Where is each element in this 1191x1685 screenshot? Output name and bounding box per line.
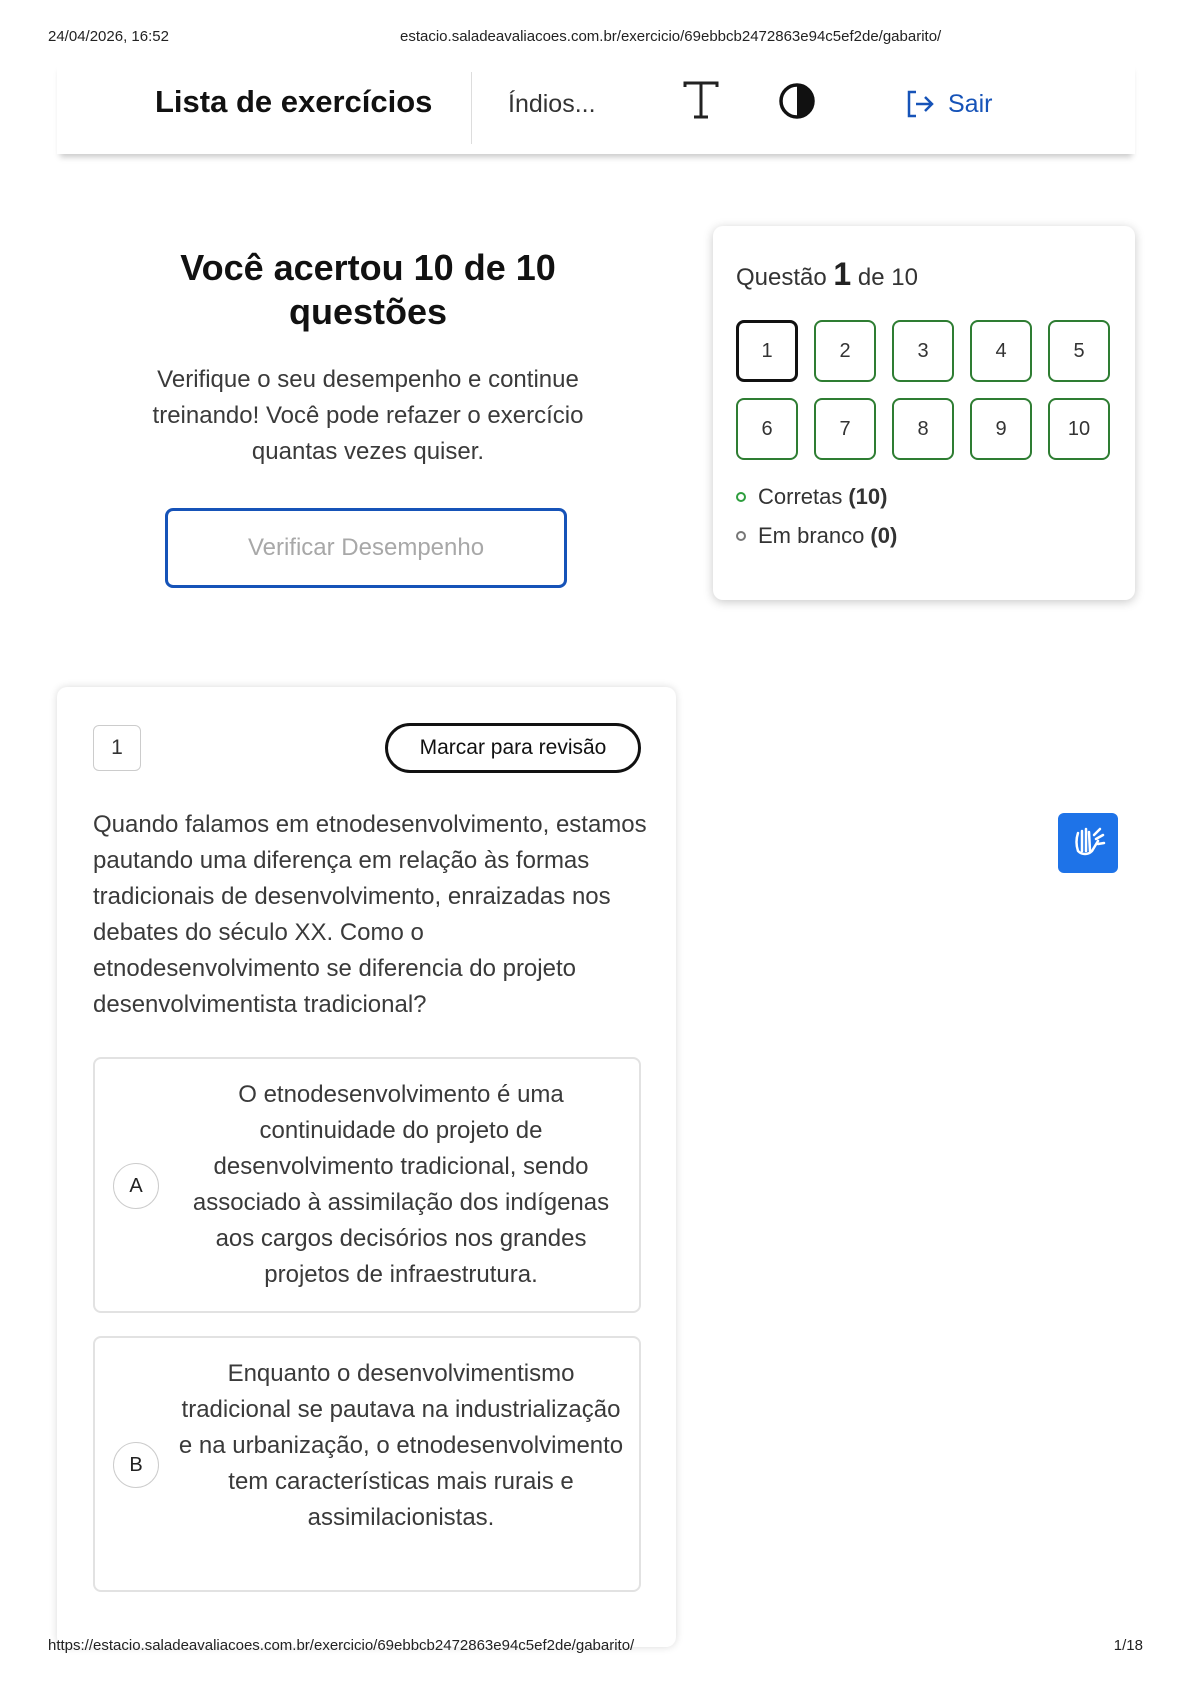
exit-button[interactable]: [904, 86, 992, 122]
question-counter-suffix: de 10: [857, 264, 918, 291]
option-a[interactable]: [93, 1057, 641, 1313]
question-statement: Quando falamos em etnodesenvolvimento, estamos pautando uma diferença em relação às formas tradicionais de desenvolvimento, enraizadas nos debates do século XX. Como o etnodesenvolvimento se diferencia do projeto desenvolvimentista tradicional?: [93, 811, 647, 1018]
question-button-2[interactable]: 2: [814, 320, 876, 382]
question-number-badge: 1: [93, 725, 141, 771]
question-button-3[interactable]: 3: [892, 320, 954, 382]
print-footer: [48, 1637, 1143, 1657]
page-title: Lista de exercícios: [155, 84, 433, 119]
correct-count: (10): [848, 484, 888, 509]
question-counter-prefix: Questão: [736, 264, 827, 291]
mark-for-review-button[interactable]: Marcar para revisão: [385, 723, 641, 773]
question-button-6[interactable]: 6: [736, 398, 798, 460]
question-button-1[interactable]: 1: [736, 320, 798, 382]
exit-icon: [904, 88, 936, 120]
correct-label: Corretas: [758, 484, 843, 509]
question-card: [57, 687, 676, 1647]
contrast-icon[interactable]: [778, 82, 816, 120]
option-text-b: Enquanto o desenvolvimentismo tradicional se pautava na industrialização e na urbanização, o etnodesenvolvimento tem características mais rurais e assimilacionistas.: [178, 1360, 624, 1531]
option-letter-a: A: [113, 1163, 159, 1209]
print-header-url: estacio.saladeavaliacoes.com.br/exercicio/69ebbcb2472863e94c5ef2de/gabarito/: [400, 28, 942, 45]
header-divider: [471, 72, 472, 144]
legend-correct: [736, 484, 887, 510]
option-text-a: O etnodesenvolvimento é uma continuidade do projeto de desenvolvimento tradicional, sendo associado à assimilação dos indígenas aos cargos decisórios nos grandes projetos de infraestrutura.: [192, 1081, 610, 1288]
result-message: Verifique o seu desempenho e continue treinando! Você pode refazer o exercício quantas vezes quiser.: [152, 366, 584, 465]
blank-label: Em branco: [758, 523, 865, 548]
print-datetime: 24/04/2026, 16:52: [48, 28, 169, 45]
verify-performance-button[interactable]: Verificar Desempenho: [165, 508, 567, 588]
top-bar: [57, 62, 1135, 154]
question-navigator: [713, 226, 1135, 600]
question-button-10[interactable]: 10: [1048, 398, 1110, 460]
correct-dot-icon: [736, 492, 746, 502]
font-size-icon[interactable]: [681, 79, 721, 123]
question-button-5[interactable]: 5: [1048, 320, 1110, 382]
result-title: Você acertou 10 de 10 questões: [180, 247, 556, 332]
option-b[interactable]: [93, 1336, 641, 1592]
legend-blank: [736, 523, 897, 549]
blank-dot-icon: [736, 531, 746, 541]
question-counter: [736, 256, 918, 293]
subject-name: Índios...: [508, 90, 596, 118]
question-button-4[interactable]: 4: [970, 320, 1032, 382]
print-page-number: 1/18: [1113, 1637, 1143, 1654]
print-header: [48, 28, 1143, 48]
question-button-9[interactable]: 9: [970, 398, 1032, 460]
current-question-number: 1: [833, 256, 852, 292]
question-button-8[interactable]: 8: [892, 398, 954, 460]
blank-count: (0): [870, 523, 898, 548]
question-button-7[interactable]: 7: [814, 398, 876, 460]
print-footer-url: https://estacio.saladeavaliacoes.com.br/exercicio/69ebbcb2472863e94c5ef2de/gabarito/: [48, 1637, 635, 1654]
option-letter-b: B: [113, 1442, 159, 1488]
exit-label: Sair: [948, 89, 993, 118]
libras-accessibility-button[interactable]: [1058, 813, 1118, 873]
result-summary: [118, 246, 618, 470]
libras-hands-icon: [1068, 821, 1108, 866]
